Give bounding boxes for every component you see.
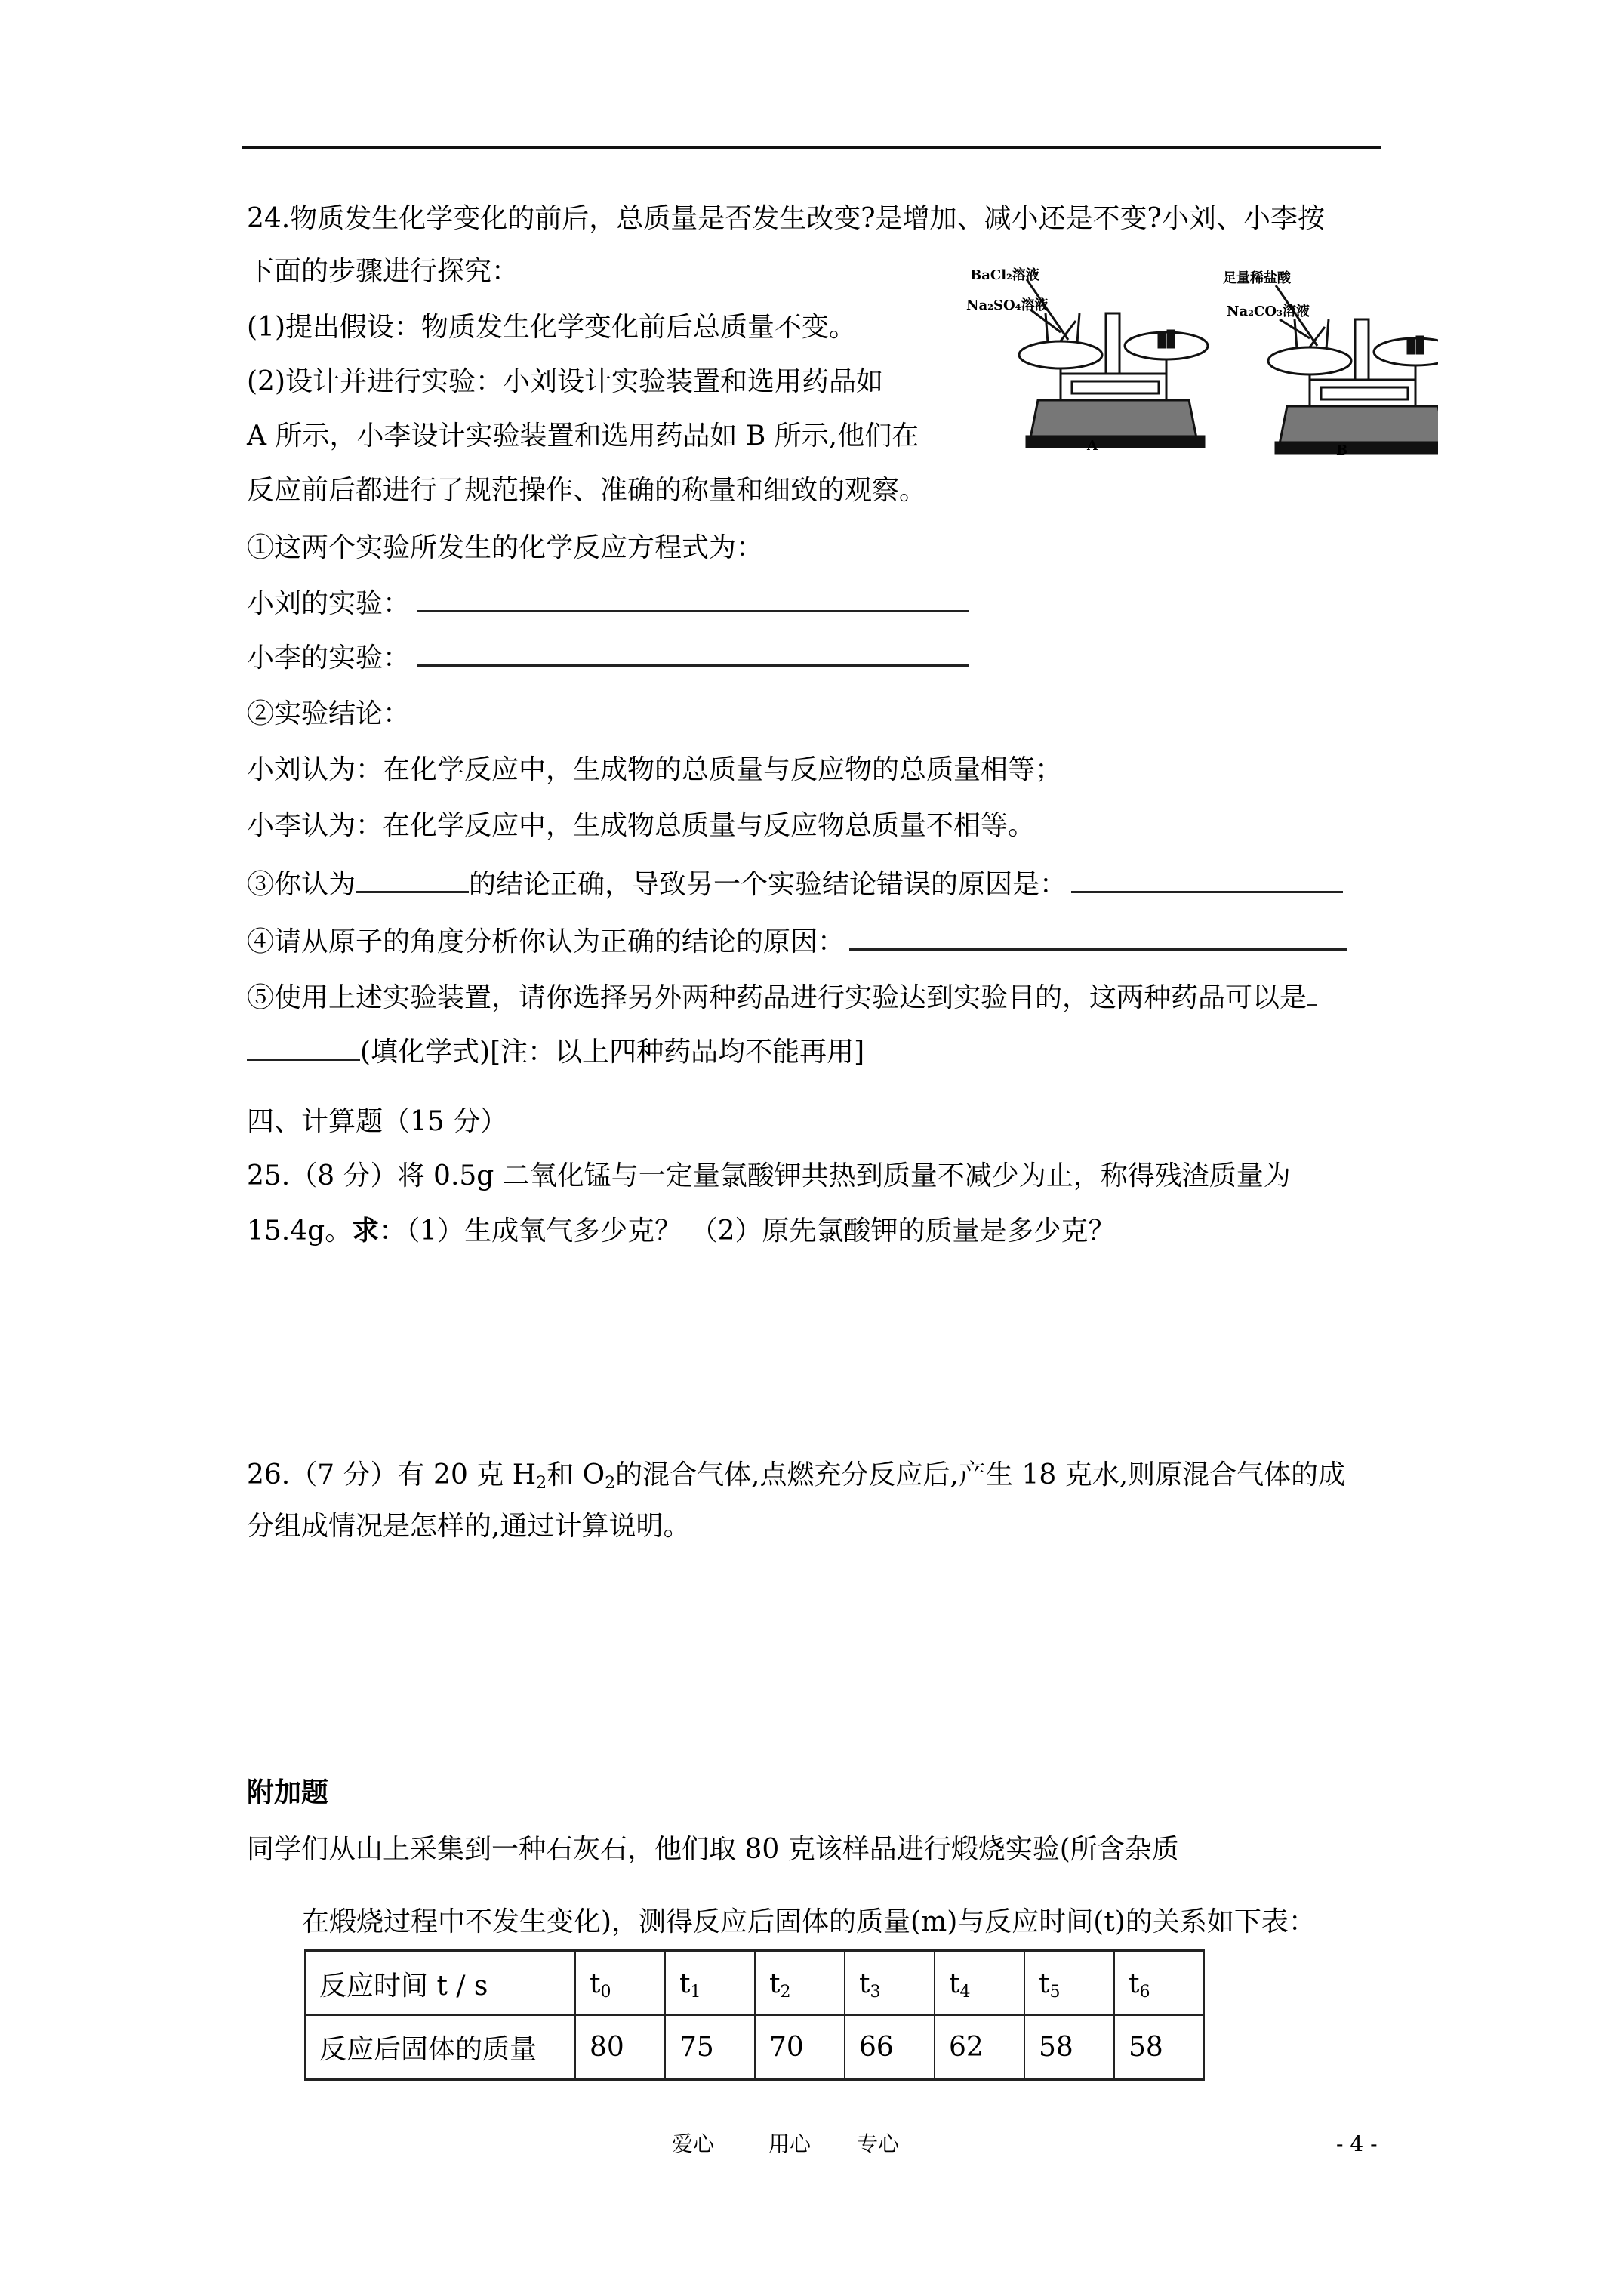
q24-step2-line2: A 所示，小李设计实验装置和选用药品如 B 所示,他们在: [247, 421, 919, 451]
q24-liu-line: [247, 587, 969, 621]
label-bacl2: BaCl₂溶液: [970, 267, 1039, 283]
q25-line1: 25.（8 分）将 0.5g 二氧化锰与一定量氯酸钾共热到质量不减少为止，称得残渣质量为: [247, 1160, 1291, 1191]
q24-sub4: [247, 926, 1347, 959]
q25-ask: 求: [352, 1215, 380, 1247]
mass-cell: 62: [935, 2015, 1024, 2079]
q24-sub5-line1: [247, 982, 1317, 1015]
footer-motto-1: 爱心: [672, 2131, 715, 2156]
h2-subscript: 2: [536, 1474, 547, 1493]
table-header-time: 反应时间 t / s: [305, 1951, 575, 2015]
atomic-reason-blank[interactable]: [849, 926, 1347, 951]
q24-li-conclusion: 小李认为：在化学反应中，生成物总质量与反应物总质量不相等。: [247, 810, 1036, 841]
section4-title: 四、计算题（15 分）: [247, 1106, 508, 1137]
q24-sub2: ②实验结论：: [247, 698, 411, 729]
q24-line1: 24.物质发生化学变化的前后，总质量是否发生改变?是增加、减小还是不变?小刘、小李按: [247, 203, 1325, 234]
sub3-text-b: 的结论正确，导致另一个实验结论错误的原因是：: [469, 869, 1067, 900]
label-na2co3: Na₂CO₃溶液: [1227, 304, 1310, 319]
mass-cell: 58: [1114, 2015, 1204, 2079]
table-header-mass: 反应后固体的质量: [305, 2015, 575, 2079]
q24-liu-conclusion: 小刘认为：在化学反应中，生成物的总质量与反应物的总质量相等；: [247, 754, 1063, 785]
q25-mass: 15.4g。: [247, 1216, 353, 1247]
q26-text-b: 和 O: [547, 1459, 605, 1490]
q26-text-c: 的混合气体,点燃充分反应后,产生 18 克水,则原混合气体的成: [615, 1459, 1346, 1490]
error-reason-blank[interactable]: [1071, 868, 1343, 893]
q24-line2: 下面的步骤进行探究：: [247, 256, 519, 287]
footer-motto-3: 专心: [857, 2131, 900, 2156]
sub5-note: (填化学式)[注：以上四种药品均不能再用]: [360, 1037, 865, 1068]
caption-a: A: [1087, 438, 1098, 454]
li-label: 小李的实验：: [247, 643, 411, 673]
q24-step2-line3: 反应前后都进行了规范操作、准确的称量和细致的观察。: [247, 475, 927, 506]
label-hcl: 足量稀盐酸: [1223, 270, 1291, 286]
o2-subscript: 2: [605, 1474, 616, 1493]
time-cell: $t_2$: [755, 1951, 845, 2015]
q26-line1: [247, 1459, 1345, 1492]
mass-cell: 80: [575, 2015, 665, 2079]
mass-cell: 70: [755, 2015, 845, 2079]
time-cell: $t_1$: [665, 1951, 755, 2015]
q25-questions: ：（1）生成氧气多少克？ （2）原先氯酸钾的质量是多少克？: [379, 1216, 1116, 1247]
time-cell: $t_0$: [575, 1951, 665, 2015]
table-row-mass: [305, 2015, 1204, 2079]
liu-equation-blank[interactable]: [417, 587, 969, 612]
bonus-line1: 同学们从山上采集到一种石灰石，他们取 80 克该样品进行煅烧实验(所含杂质: [247, 1834, 1179, 1865]
correct-student-blank[interactable]: [356, 868, 469, 893]
q24-sub1: ①这两个实验所发生的化学反应方程式为：: [247, 532, 764, 563]
liu-label: 小刘的实验：: [247, 588, 411, 619]
chemicals-blank[interactable]: [247, 1036, 360, 1061]
header-rule: [242, 146, 1381, 149]
table-row-time: [305, 1951, 1204, 2015]
label-na2so4: Na₂SO₄溶液: [966, 297, 1049, 313]
q25-line2: [247, 1214, 1115, 1247]
q26-text-a: 26.（7 分）有 20 克 H: [247, 1459, 537, 1490]
mass-cell: 58: [1024, 2015, 1114, 2079]
mass-cell: 75: [665, 2015, 755, 2079]
time-cell: $t_4$: [935, 1951, 1024, 2015]
sub5-text: ⑤使用上述实验装置，请你选择另外两种药品进行实验达到实验目的，这两种药品可以是: [247, 982, 1307, 1013]
page-number: - 4 -: [1336, 2131, 1378, 2156]
q24-step1: (1)提出假设：物质发生化学变化前后总质量不变。: [247, 312, 856, 343]
time-cell: $t_3$: [845, 1951, 935, 2015]
time-cell: $t_6$: [1114, 1951, 1204, 2015]
mass-time-table: [304, 1949, 1205, 2081]
chemicals-blank-start[interactable]: [1307, 982, 1317, 1006]
q24-sub3: [247, 868, 1343, 901]
li-equation-blank[interactable]: [417, 642, 969, 667]
balance-figure: [955, 249, 1438, 461]
time-cell: $t_5$: [1024, 1951, 1114, 2015]
sub3-text-a: ③你认为: [247, 869, 356, 900]
footer-motto-2: 用心: [768, 2131, 812, 2156]
sub4-text: ④请从原子的角度分析你认为正确的结论的原因：: [247, 926, 845, 957]
caption-b: B: [1336, 442, 1348, 458]
q24-step2-line1: (2)设计并进行实验：小刘设计实验装置和选用药品如: [247, 366, 883, 397]
q24-sub5-line2: [247, 1036, 864, 1069]
q24-li-line: [247, 642, 969, 675]
q26-line2: 分组成情况是怎样的,通过计算说明。: [247, 1511, 691, 1542]
bonus-title: 附加题: [247, 1777, 329, 1808]
bonus-line2: 在煅烧过程中不发生变化)，测得反应后固体的质量(m)与反应时间(t)的关系如下表：: [302, 1906, 1316, 1937]
mass-cell: 66: [845, 2015, 935, 2079]
